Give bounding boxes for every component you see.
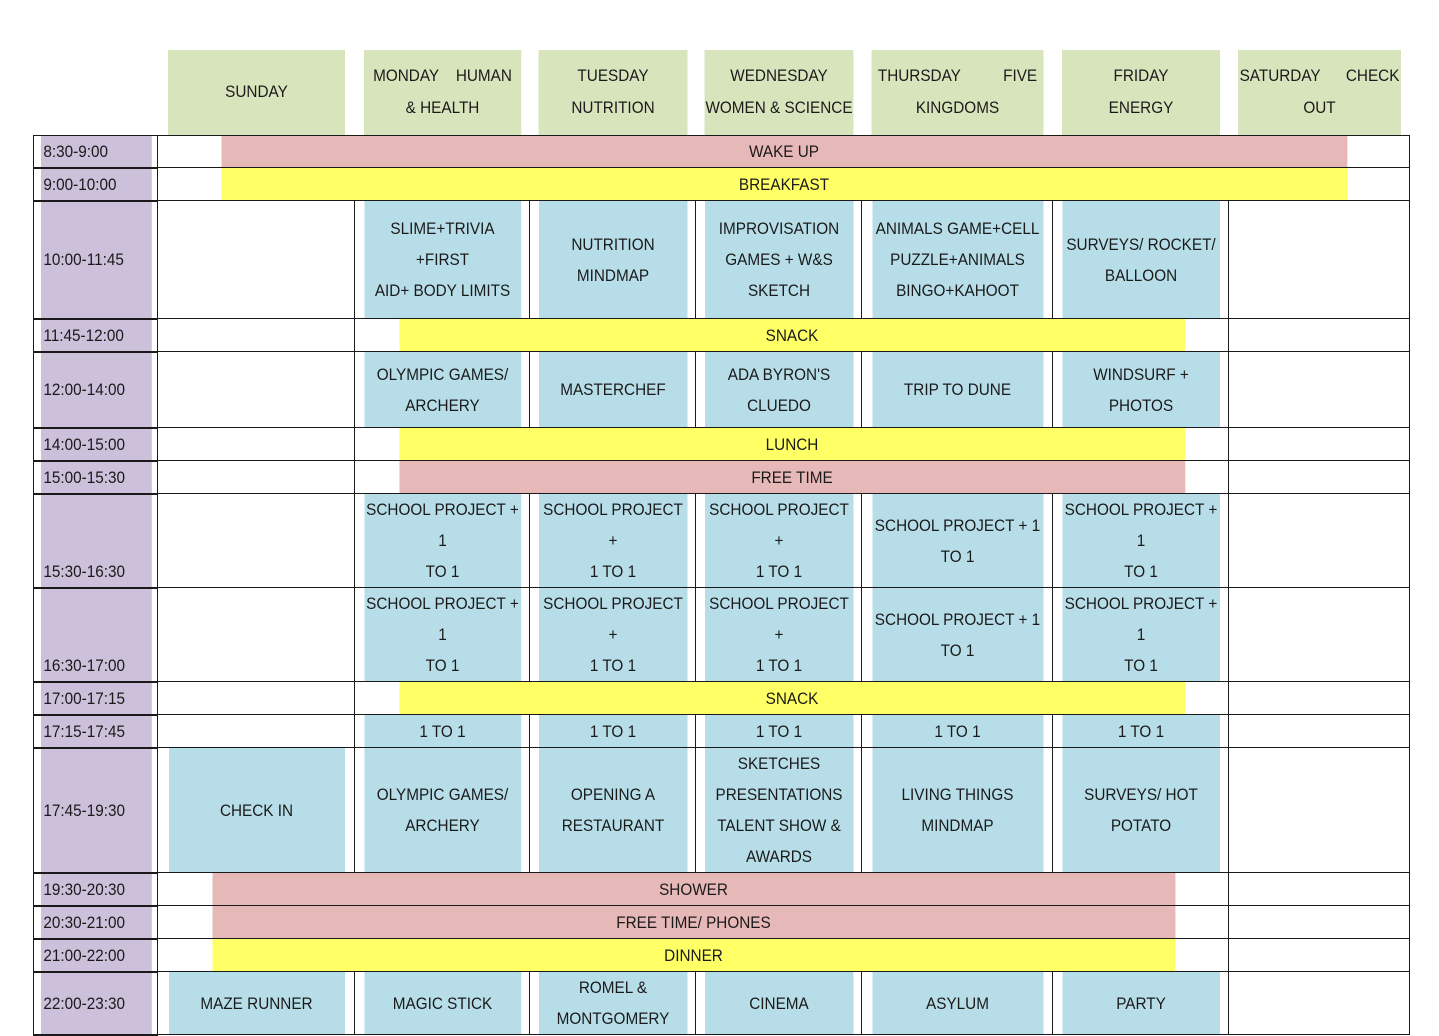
wake-up-band: WAKE UP bbox=[220, 135, 1347, 168]
time-slot: 12:00-14:00 bbox=[40, 352, 152, 428]
schedule-row bbox=[34, 972, 1410, 1035]
activity-cell: MASTERCHEF bbox=[538, 352, 687, 428]
activity-cell: SCHOOL PROJECT + 1 TO 1 bbox=[871, 494, 1043, 588]
time-slot: 17:45-19:30 bbox=[40, 748, 152, 873]
day-header-friday: FRIDAY ENERGY bbox=[1061, 50, 1219, 135]
activity-cell: OLYMPIC GAMES/ ARCHERY bbox=[363, 352, 521, 428]
activity-cell bbox=[167, 352, 344, 428]
empty-cell bbox=[1238, 682, 1401, 715]
activity-cell bbox=[167, 588, 344, 682]
activity-cell: SCHOOL PROJECT + 1 TO 1 bbox=[538, 588, 687, 682]
activity-cell: MAGIC STICK bbox=[363, 972, 521, 1035]
time-slot: 17:00-17:15 bbox=[40, 682, 152, 715]
empty-cell bbox=[1238, 939, 1401, 972]
schedule-row bbox=[34, 715, 1410, 748]
time-slot: 15:00-15:30 bbox=[40, 461, 152, 494]
weekly-schedule-table bbox=[33, 50, 1410, 1036]
schedule-row bbox=[34, 682, 1410, 715]
empty-cell bbox=[1238, 906, 1401, 939]
activity-cell: SKETCHES PRESENTATIONS TALENT SHOW & AWARDS bbox=[704, 748, 853, 873]
schedule-row bbox=[34, 428, 1410, 461]
time-slot: 8:30-9:00 bbox=[40, 135, 152, 168]
corner-cell bbox=[40, 50, 152, 135]
activity-cell: TRIP TO DUNE bbox=[871, 352, 1043, 428]
time-slot: 14:00-15:00 bbox=[40, 428, 152, 461]
free-time-phones-band: FREE TIME/ PHONES bbox=[211, 906, 1175, 939]
activity-cell bbox=[167, 201, 344, 319]
empty-cell bbox=[1238, 461, 1401, 494]
activity-cell: SCHOOL PROJECT + 1 TO 1 bbox=[538, 494, 687, 588]
schedule-row bbox=[34, 168, 1410, 201]
activity-cell: SURVEYS/ ROCKET/ BALLOON bbox=[1061, 201, 1219, 319]
activity-cell: ASYLUM bbox=[871, 972, 1043, 1035]
time-slot: 22:00-23:30 bbox=[40, 972, 152, 1035]
activity-cell bbox=[1238, 494, 1401, 588]
activity-cell: ROMEL & MONTGOMERY bbox=[538, 972, 687, 1035]
breakfast-band: BREAKFAST bbox=[220, 168, 1347, 201]
schedule-row bbox=[34, 906, 1410, 939]
schedule-row bbox=[34, 352, 1410, 428]
activity-cell: CHECK IN bbox=[167, 748, 344, 873]
activity-cell bbox=[167, 494, 344, 588]
empty-cell bbox=[1238, 873, 1401, 906]
empty-cell bbox=[1238, 319, 1401, 352]
time-slot: 21:00-22:00 bbox=[40, 939, 152, 972]
empty-cell bbox=[1238, 428, 1401, 461]
activity-cell: SLIME+TRIVIA +FIRST AID+ BODY LIMITS bbox=[363, 201, 521, 319]
free-time-band: FREE TIME bbox=[398, 461, 1185, 494]
snack-band: SNACK bbox=[398, 319, 1185, 352]
activity-cell bbox=[1238, 715, 1401, 748]
day-header-wednesday: WEDNESDAY WOMEN & SCIENCE bbox=[704, 50, 853, 135]
time-slot: 11:45-12:00 bbox=[40, 319, 152, 352]
header-row bbox=[34, 50, 1410, 135]
schedule-row bbox=[34, 461, 1410, 494]
lunch-band: LUNCH bbox=[398, 428, 1185, 461]
time-slot: 10:00-11:45 bbox=[40, 201, 152, 319]
schedule-row bbox=[34, 939, 1410, 972]
day-header-monday: MONDAY HUMAN & HEALTH bbox=[363, 50, 521, 135]
empty-cell bbox=[167, 319, 344, 352]
time-slot: 20:30-21:00 bbox=[40, 906, 152, 939]
activity-cell: NUTRITION MINDMAP bbox=[538, 201, 687, 319]
activity-cell bbox=[1238, 352, 1401, 428]
activity-cell: OPENING A RESTAURANT bbox=[538, 748, 687, 873]
activity-cell bbox=[167, 715, 344, 748]
activity-cell: 1 TO 1 bbox=[704, 715, 853, 748]
activity-cell: 1 TO 1 bbox=[538, 715, 687, 748]
activity-cell: SCHOOL PROJECT + 1 TO 1 bbox=[871, 588, 1043, 682]
time-slot: 17:15-17:45 bbox=[40, 715, 152, 748]
time-slot: 9:00-10:00 bbox=[40, 168, 152, 201]
activity-cell: SCHOOL PROJECT + 1 TO 1 bbox=[1061, 588, 1219, 682]
schedule-row bbox=[34, 748, 1410, 873]
shower-band: SHOWER bbox=[211, 873, 1175, 906]
activity-cell: ANIMALS GAME+CELL PUZZLE+ANIMALS BINGO+KAHOOT bbox=[871, 201, 1043, 319]
activity-cell: SURVEYS/ HOT POTATO bbox=[1061, 748, 1219, 873]
schedule-row bbox=[34, 873, 1410, 906]
activity-cell: SCHOOL PROJECT + 1 TO 1 bbox=[704, 494, 853, 588]
empty-cell bbox=[167, 461, 344, 494]
snack-band: SNACK bbox=[398, 682, 1185, 715]
activity-cell: SCHOOL PROJECT + 1 TO 1 bbox=[363, 494, 521, 588]
time-slot: 15:30-16:30 bbox=[40, 494, 152, 588]
schedule-row bbox=[34, 588, 1410, 682]
schedule-row bbox=[34, 319, 1410, 352]
schedule-row bbox=[34, 201, 1410, 319]
activity-cell bbox=[1238, 201, 1401, 319]
activity-cell: OLYMPIC GAMES/ ARCHERY bbox=[363, 748, 521, 873]
day-header-sunday: SUNDAY bbox=[167, 50, 344, 135]
activity-cell: LIVING THINGS MINDMAP bbox=[871, 748, 1043, 873]
empty-cell bbox=[167, 682, 344, 715]
activity-cell: SCHOOL PROJECT + 1 TO 1 bbox=[704, 588, 853, 682]
schedule-row bbox=[34, 135, 1410, 168]
time-slot: 16:30-17:00 bbox=[40, 588, 152, 682]
day-header-thursday: THURSDAY FIVE KINGDOMS bbox=[871, 50, 1043, 135]
day-header-tuesday: TUESDAY NUTRITION bbox=[538, 50, 687, 135]
day-header-saturday: SATURDAY CHECK OUT bbox=[1238, 50, 1401, 135]
activity-cell bbox=[1238, 588, 1401, 682]
activity-cell: WINDSURF + PHOTOS bbox=[1061, 352, 1219, 428]
activity-cell: 1 TO 1 bbox=[363, 715, 521, 748]
activity-cell: 1 TO 1 bbox=[1061, 715, 1219, 748]
empty-cell bbox=[167, 428, 344, 461]
dinner-band: DINNER bbox=[211, 939, 1175, 972]
schedule-row bbox=[34, 494, 1410, 588]
activity-cell: IMPROVISATION GAMES + W&S SKETCH bbox=[704, 201, 853, 319]
activity-cell: PARTY bbox=[1061, 972, 1219, 1035]
activity-cell bbox=[1238, 748, 1401, 873]
activity-cell: CINEMA bbox=[704, 972, 853, 1035]
activity-cell: MAZE RUNNER bbox=[167, 972, 344, 1035]
activity-cell: 1 TO 1 bbox=[871, 715, 1043, 748]
activity-cell bbox=[1238, 972, 1401, 1035]
activity-cell: SCHOOL PROJECT + 1 TO 1 bbox=[1061, 494, 1219, 588]
time-slot: 19:30-20:30 bbox=[40, 873, 152, 906]
activity-cell: SCHOOL PROJECT + 1 TO 1 bbox=[363, 588, 521, 682]
activity-cell: ADA BYRON'S CLUEDO bbox=[704, 352, 853, 428]
